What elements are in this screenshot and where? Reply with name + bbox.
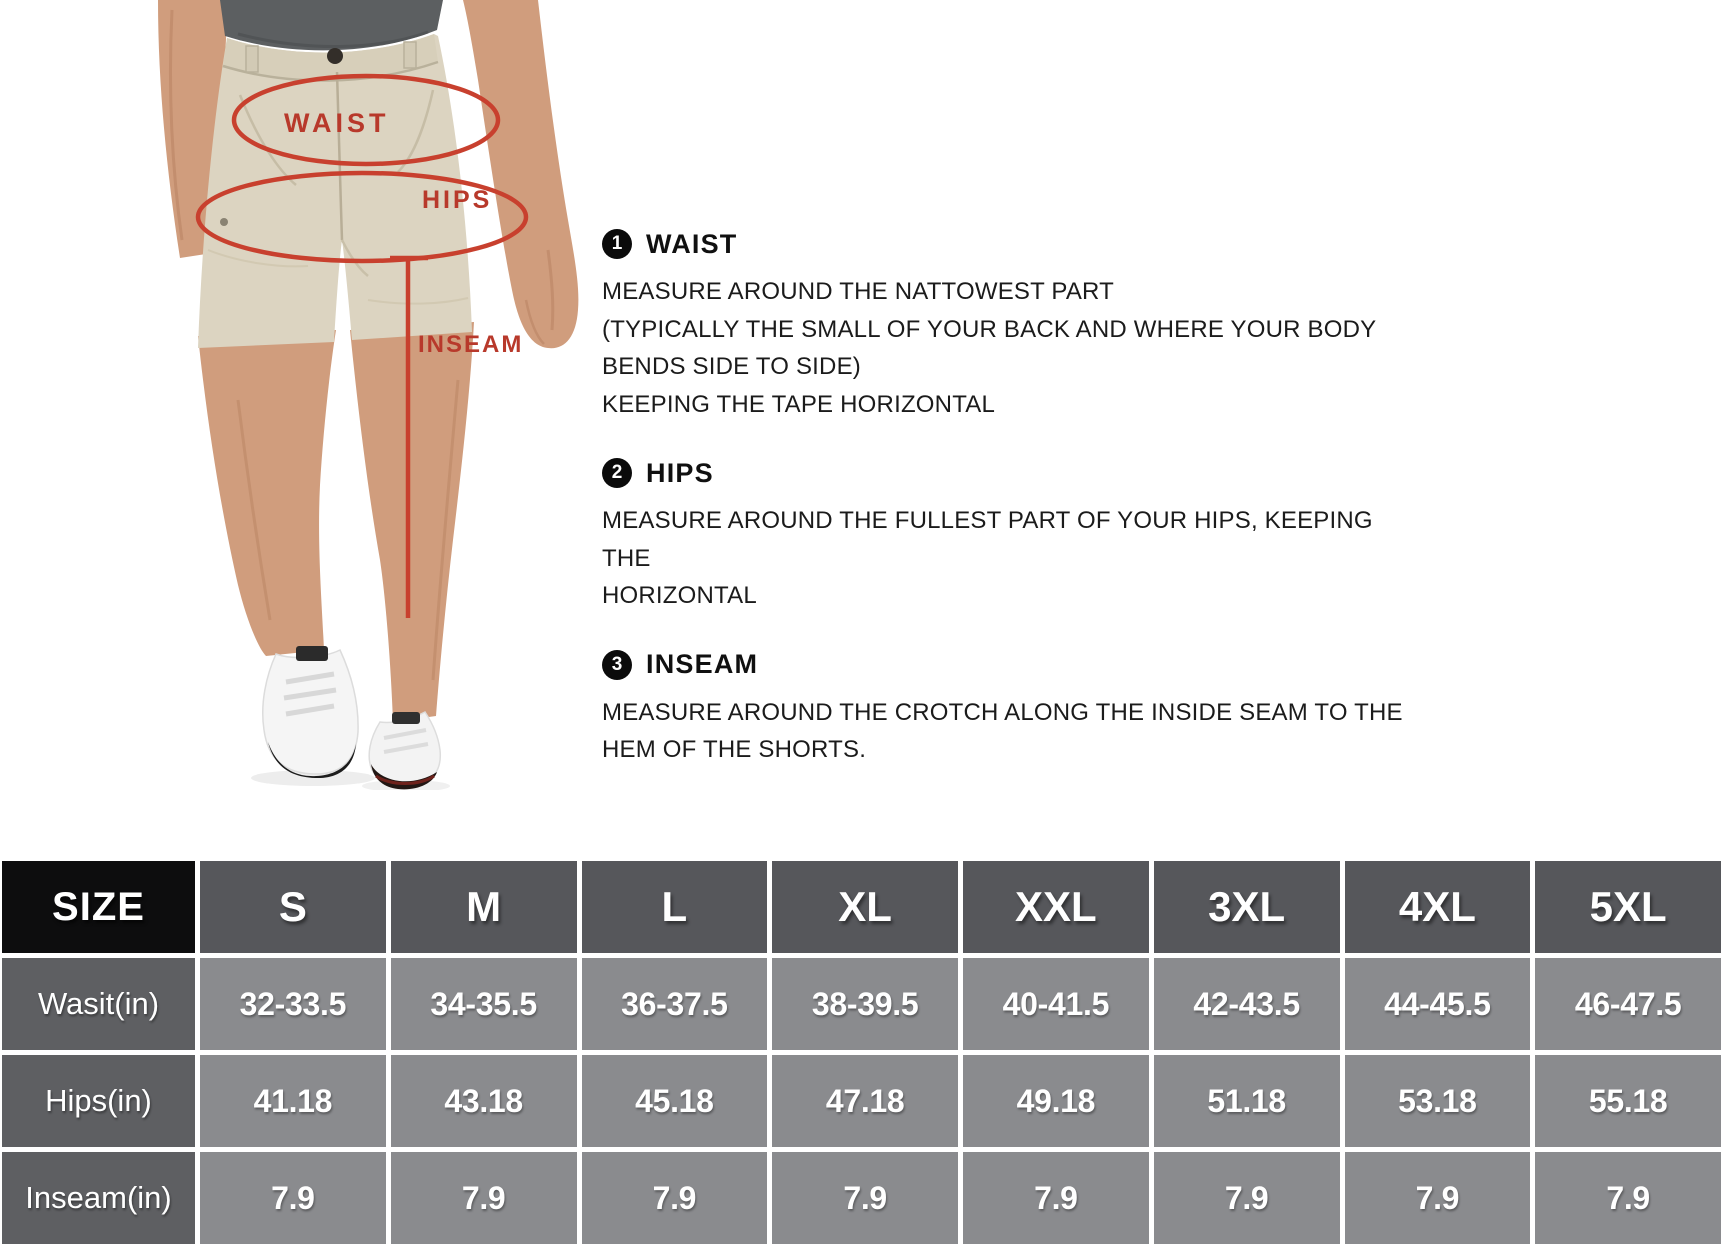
table-cell: 44-45.5 [1345,958,1531,1050]
table-cell: 41.18 [200,1055,386,1147]
table-cell: 7.9 [1345,1152,1531,1244]
table-cell: 46-47.5 [1535,958,1721,1050]
table-cell: 47.18 [772,1055,958,1147]
table-cell: 32-33.5 [200,958,386,1050]
instruction-line: MEASURE AROUND THE NATTOWEST PART [602,278,1115,305]
hips-figure-label: HIPS [422,186,493,214]
step-3-badge: 3 [602,650,632,680]
table-cell: 51.18 [1154,1055,1340,1147]
zip-pocket [220,218,228,226]
table-cell: 7.9 [391,1152,577,1244]
table-cell: 43.18 [391,1055,577,1147]
instruction-inseam [602,649,1412,769]
table-cell: 38-39.5 [772,958,958,1050]
table-cell: 49.18 [963,1055,1149,1147]
waist-figure-label: WAIST [284,108,390,138]
instruction-line: HORIZONTAL [602,582,757,609]
measuring-instructions [602,228,1412,769]
table-cell: 34-35.5 [391,958,577,1050]
table-cell: 7.9 [582,1152,768,1244]
table-header-cell: XL [772,861,958,953]
table-header-cell: XXL [963,861,1149,953]
table-header-size: SIZE [2,861,195,953]
table-cell: 53.18 [1345,1055,1531,1147]
right-arm [463,0,578,348]
table-cell: 42-43.5 [1154,958,1340,1050]
table-cell: 45.18 [582,1055,768,1147]
table-header-cell: L [582,861,768,953]
step-1-badge: 1 [602,229,632,259]
table-cell: 7.9 [200,1152,386,1244]
instruction-line: MEASURE AROUND THE FULLEST PART OF YOUR HIPS, KEEPING THE [602,507,1373,572]
table-cell: 36-37.5 [582,958,768,1050]
row-label-hips: Hips(in) [2,1055,195,1147]
instruction-title-waist: WAIST [646,228,738,259]
instruction-hips [602,457,1412,615]
size-chart-table [0,858,1723,1246]
table-header-cell: 4XL [1345,861,1531,953]
table-cell: 55.18 [1535,1055,1721,1147]
table-header-cell: 3XL [1154,861,1340,953]
instruction-line: MEASURE AROUND THE CROTCH ALONG THE INSIDE SEAM TO THE [602,698,1403,726]
instruction-line: KEEPING THE TAPE HORIZONTAL [602,390,996,418]
model-photo-illustration [128,0,598,790]
inseam-figure-label: INSEAM [418,331,524,358]
table-header-cell: 5XL [1535,861,1721,953]
model-photo [128,0,598,790]
instruction-line: HEM OF THE SHORTS. [602,736,867,763]
instruction-waist [602,228,1412,423]
instruction-title-hips: HIPS [646,457,714,488]
table-cell: 7.9 [772,1152,958,1244]
instruction-line: (TYPICALLY THE SMALL OF YOUR BACK AND WHERE YOUR BODY [602,315,1377,343]
right-leg [350,322,474,722]
instruction-title-inseam: INSEAM [646,649,759,679]
table-header-cell: M [391,861,577,953]
instruction-line: BENDS SIDE TO SIDE) [602,353,861,380]
table-cell: 7.9 [1154,1152,1340,1244]
row-label-inseam: Inseam(in) [2,1152,195,1244]
waist-button [327,48,343,64]
step-2-badge: 2 [602,458,632,488]
right-shoe [369,712,440,789]
table-cell: 7.9 [1535,1152,1721,1244]
table-header-cell: S [200,861,386,953]
row-label-waist: Wasit(in) [2,958,195,1050]
left-shoe [263,646,358,778]
table-cell: 7.9 [963,1152,1149,1244]
table-cell: 40-41.5 [963,958,1149,1050]
